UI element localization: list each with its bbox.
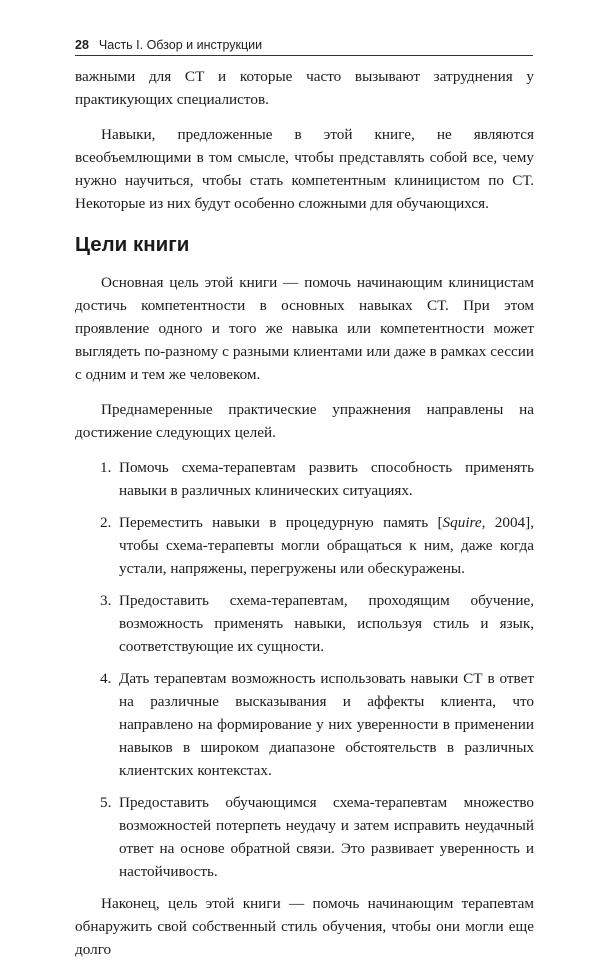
goal-number: 5. bbox=[100, 794, 112, 811]
goal-item bbox=[75, 589, 534, 658]
goal-text: Дать терапевтам возможность использовать навыки СТ в ответ на различные высказывания и аффекты клиента, что направлено на формирование у них уверенности в применении навыков в широком диапазоне обстоятельств в различных клиентских контекстах. bbox=[119, 670, 534, 779]
paragraph: Навыки, предложенные в этой книге, не являются всеобъемлющими в том смысле, чтобы представлять собой все, чему нужно научиться, чтобы стать компетентным клиницистом по СТ. Некоторые из них будут особенно сложными для обучающихся. bbox=[75, 126, 534, 212]
goal-text-post: , 2004], чтобы схема-терапевты могли обращаться к ним, даже когда устали, напряжены, перегружены или обескуражены. bbox=[119, 514, 534, 577]
goal-item bbox=[75, 456, 534, 502]
goal-number: 4. bbox=[100, 670, 112, 687]
paragraph: Основная цель этой книги — помочь начинающим клиницистам достичь компетентности в основных навыках СТ. При этом проявление одного и того же навыка или компетентности может выглядеть по-разному с разными клиентами или даже в рамках сессии с одним и тем же человеком. bbox=[75, 274, 534, 383]
page-number: 28 bbox=[75, 38, 89, 52]
section-heading: Цели книги bbox=[75, 233, 190, 256]
paragraph: Наконец, цель этой книги — помочь начинающим терапевтам обнаружить свой собственный стиль обучения, чтобы они могли еще долго bbox=[75, 895, 534, 958]
paragraph-continued: важными для СТ и которые часто вызывают затруднения у практикующих специалистов. bbox=[75, 68, 534, 108]
paragraph: Преднамеренные практические упражнения направлены на достижение следующих целей. bbox=[75, 401, 534, 441]
running-header bbox=[75, 38, 533, 56]
goals-list bbox=[75, 456, 534, 883]
goal-text-pre: Переместить навыки в процедурную память [ bbox=[119, 514, 443, 531]
goal-number: 2. bbox=[100, 514, 112, 531]
goal-text: Предоставить обучающимся схема-терапевтам множество возможностей потерпеть неудачу и затем исправить неудачный ответ на основе обратной связи. Это развивает уверенность и настойчивость. bbox=[119, 794, 534, 880]
goal-item bbox=[75, 667, 534, 782]
goal-text: Помочь схема-терапевтам развить способность применять навыки в различных клинических ситуациях. bbox=[119, 459, 534, 499]
citation-author: Squire bbox=[442, 514, 482, 531]
goal-number: 1. bbox=[100, 459, 112, 476]
page-body bbox=[75, 65, 534, 973]
goal-item bbox=[75, 791, 534, 883]
goal-text: Предоставить схема-терапевтам, проходящим обучение, возможность применять навыки, используя стиль и язык, соответствующие их сущности. bbox=[119, 592, 534, 655]
goal-item bbox=[75, 511, 534, 580]
section-title: Часть I. Обзор и инструкции bbox=[98, 38, 263, 52]
goal-number: 3. bbox=[100, 592, 112, 609]
